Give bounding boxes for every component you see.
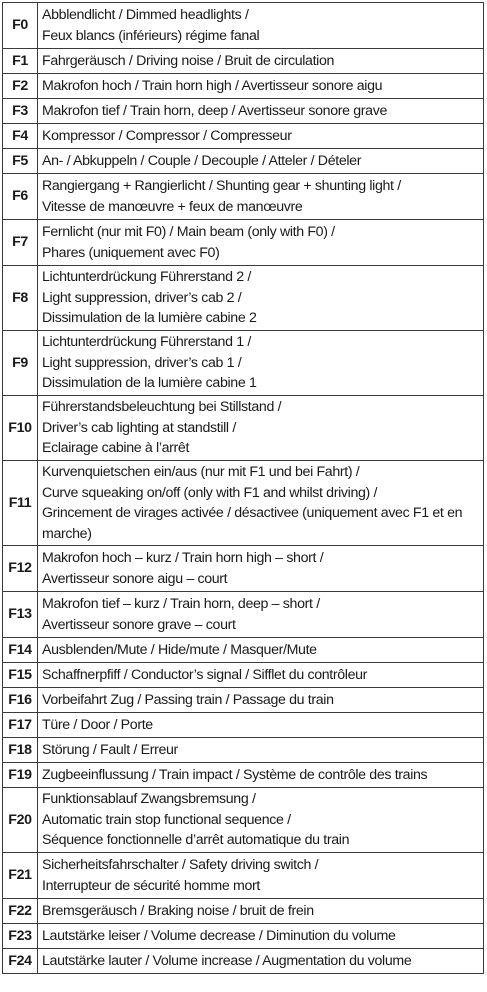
function-key: F9 — [3, 331, 38, 396]
description-line: Lichtunterdrückung Führerstand 1 / — [42, 334, 251, 351]
function-key: F7 — [3, 220, 38, 266]
function-description — [38, 899, 484, 924]
description-line: Dissimulation de la lumière cabine 1 — [42, 375, 257, 392]
description-line: Rangiergang + Rangierlicht / Shunting gear + shunting light / — [42, 178, 401, 194]
table-row — [3, 174, 484, 220]
description-line: Sicherheitsfahrschalter / Safety driving switch / — [42, 857, 319, 873]
function-key: F20 — [3, 788, 38, 853]
description-line: Führerstandsbeleuchtung bei Stillstand / — [42, 399, 282, 416]
description-line: Grincement de virages activée / désactivee (uniquement avec F1 et en — [42, 505, 463, 521]
function-description — [38, 396, 484, 461]
description-line: Lautstärke lauter / Volume increase / Augmentation du volume — [42, 952, 412, 969]
function-key: F10 — [3, 396, 38, 461]
function-description — [38, 3, 484, 49]
table-row — [3, 688, 484, 713]
function-description — [38, 124, 484, 149]
function-description — [38, 174, 484, 220]
table-row — [3, 3, 484, 49]
description-line: Makrofon tief – kurz / Train horn, deep – short / — [42, 596, 320, 612]
description-line: Interrupteur de sécurité homme mort — [42, 877, 260, 894]
description-line: Phares (uniquement avec F0) — [42, 244, 220, 261]
table-row — [3, 713, 484, 738]
description-line: Avertisseur sonore aigu – court — [42, 570, 228, 587]
table-row — [3, 592, 484, 638]
function-description — [38, 461, 484, 546]
description-line: Türe / Door / Porte — [42, 716, 153, 733]
function-description — [38, 331, 484, 396]
table-row — [3, 663, 484, 688]
description-line: Ausblenden/Mute / Hide/mute / Masquer/Mute — [42, 641, 317, 658]
table-row — [3, 949, 484, 974]
description-line: Störung / Fault / Erreur — [42, 741, 178, 758]
function-description — [38, 638, 484, 663]
function-key: F16 — [3, 688, 38, 713]
function-description — [38, 924, 484, 949]
table-row — [3, 124, 484, 149]
function-key: F3 — [3, 99, 38, 124]
function-key: F2 — [3, 74, 38, 99]
description-line: An- / Abkuppeln / Couple / Decouple / Atteler / Dételer — [42, 152, 362, 169]
description-line: Vorbeifahrt Zug / Passing train / Passage du train — [42, 691, 334, 708]
description-line: Light suppression, driver’s cab 2 / — [42, 289, 242, 306]
function-key: F23 — [3, 924, 38, 949]
function-description — [38, 49, 484, 74]
function-key: F13 — [3, 592, 38, 638]
function-description — [38, 738, 484, 763]
function-description — [38, 220, 484, 266]
function-description — [38, 546, 484, 592]
description-line: Light suppression, driver’s cab 1 / — [42, 354, 242, 371]
description-line: Kompressor / Compressor / Compresseur — [42, 127, 292, 144]
function-key: F18 — [3, 738, 38, 763]
function-description — [38, 149, 484, 174]
description-line: Schaffnerpfiff / Conductor’s signal / Sifflet du contrôleur — [42, 666, 368, 683]
function-description — [38, 763, 484, 788]
table-row — [3, 396, 484, 461]
description-line: Vitesse de manœuvre + feux de manœuvre — [42, 198, 303, 215]
description-line: Dissimulation de la lumière cabine 2 — [42, 310, 257, 327]
description-line: Séquence fonctionnelle d’arrêt automatique du train — [42, 832, 350, 849]
description-line: Lautstärke leiser / Volume decrease / Diminution du volume — [42, 927, 396, 944]
function-description — [38, 266, 484, 331]
function-key: F15 — [3, 663, 38, 688]
description-line: Driver’s cab lighting at standstill / — [42, 419, 236, 436]
function-description — [38, 788, 484, 853]
description-line: Makrofon tief / Train horn, deep / Avertisseur sonore grave — [42, 102, 388, 119]
function-description — [38, 663, 484, 688]
description-line: marche) — [42, 525, 92, 542]
description-line: Abblendlicht / Dimmed headlights / — [42, 7, 249, 23]
function-key: F12 — [3, 546, 38, 592]
description-line: Kurvenquietschen ein/aus (nur mit F1 und bei Fahrt) / — [42, 464, 360, 480]
function-key: F17 — [3, 713, 38, 738]
table-row — [3, 638, 484, 663]
table-row — [3, 266, 484, 331]
function-description — [38, 688, 484, 713]
description-line: Avertisseur sonore grave – court — [42, 616, 236, 633]
function-key: F14 — [3, 638, 38, 663]
table-row — [3, 853, 484, 899]
description-line: Curve squeaking on/off (only with F1 and whilst driving) / — [42, 484, 378, 501]
function-description — [38, 949, 484, 974]
function-key: F0 — [3, 3, 38, 49]
function-key: F11 — [3, 461, 38, 546]
function-key: F24 — [3, 949, 38, 974]
function-key: F4 — [3, 124, 38, 149]
description-line: Zugbeeinflussung / Train impact / Système de contrôle des trains — [42, 766, 428, 783]
description-line: Bremsgeräusch / Braking noise / bruit de frein — [42, 902, 314, 919]
description-line: Automatic train stop functional sequence / — [42, 811, 291, 828]
description-line: Eclairage cabine à l’arrêt — [42, 440, 190, 457]
table-row — [3, 49, 484, 74]
function-description — [38, 74, 484, 99]
function-key: F21 — [3, 853, 38, 899]
description-line: Makrofon hoch – kurz / Train horn high – short / — [42, 550, 324, 566]
function-key: F8 — [3, 266, 38, 331]
function-description — [38, 853, 484, 899]
table-row — [3, 738, 484, 763]
table-row — [3, 899, 484, 924]
table-row — [3, 461, 484, 546]
function-key: F19 — [3, 763, 38, 788]
description-line: Fernlicht (nur mit F0) / Main beam (only with F0) / — [42, 224, 335, 240]
table-row — [3, 331, 484, 396]
table-row — [3, 74, 484, 99]
function-description — [38, 99, 484, 124]
table-row — [3, 924, 484, 949]
table-row — [3, 220, 484, 266]
function-key: F6 — [3, 174, 38, 220]
description-line: Funktionsablauf Zwangsbremsung / — [42, 791, 256, 808]
function-key: F5 — [3, 149, 38, 174]
description-line: Makrofon hoch / Train horn high / Avertisseur sonore aigu — [42, 77, 383, 94]
description-line: Lichtunterdrückung Führerstand 2 / — [42, 269, 251, 286]
table-row — [3, 149, 484, 174]
table-row — [3, 99, 484, 124]
function-table — [2, 2, 484, 974]
function-description — [38, 713, 484, 738]
function-key: F22 — [3, 899, 38, 924]
table-row — [3, 788, 484, 853]
table-row — [3, 763, 484, 788]
description-line: Fahrgeräusch / Driving noise / Bruit de circulation — [42, 52, 335, 69]
function-key: F1 — [3, 49, 38, 74]
function-description — [38, 592, 484, 638]
table-row — [3, 546, 484, 592]
description-line: Feux blancs (inférieurs) régime fanal — [42, 27, 260, 44]
